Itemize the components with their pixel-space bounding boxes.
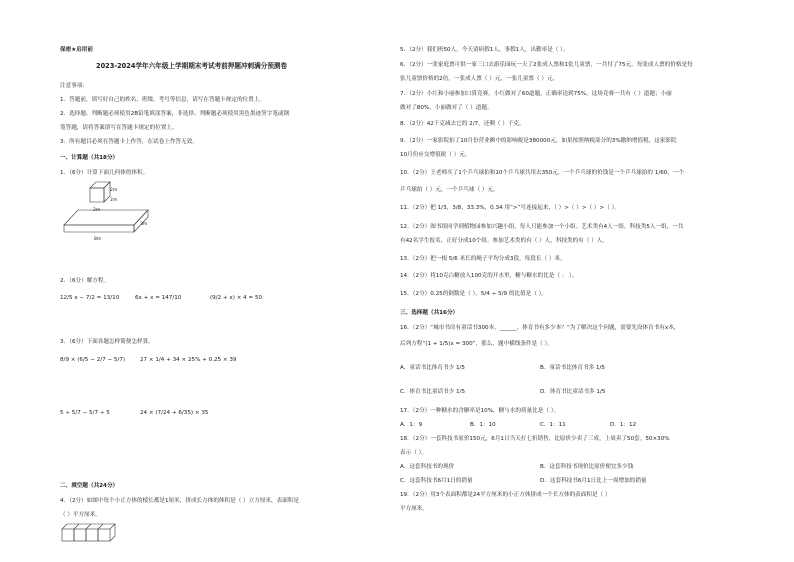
question-10-cont: 乒乓球拍（ ）元，一个乒乓球（ ）元。: [400, 187, 499, 193]
question-18-cont: 表示（ ）。: [400, 450, 427, 456]
dim-label: 2m: [110, 188, 118, 193]
cube-row-figure: [62, 524, 122, 544]
question-8: 8．（2分）42千克减去它的 2/7，还剩（ ）千克。: [400, 121, 525, 127]
expression: 8/9 × (6/5 − 2/7 − 5/7): [60, 357, 126, 363]
notice-item: 2．选择题、判断题必须使用2B铅笔填涂答案，非选择、判断题必须使用黑色墨迹签字笔或钢: [60, 111, 290, 117]
question-7: 7．（2分）小红和小丽参加口算竞赛，小红做对了60道题，正确率达到75%，这场竞赛一共有（ ）道题；小丽: [400, 91, 672, 97]
question-15: 15．（2分）0.25的倒数是（ ），5/4 ÷ 5/9 的比值是（ ）。: [400, 291, 548, 297]
option: C．体育书比童话书少 1/5: [400, 389, 466, 395]
option: B．1：10: [470, 422, 496, 428]
question-16: 16．（2分）“城市书房有童话书300本，______，体育书有多少本？”为了解决这个问题，需要先设体育书有x本，: [400, 325, 680, 331]
question-16-cont: 后列方程“(1 + 1/5)x = 300”，那么，题中横线条件是（ ）。: [400, 341, 553, 347]
dim-label: 3m: [140, 222, 148, 227]
dim-label: 2m: [110, 198, 118, 203]
option: D．这套科技书6月1日比上一周增加的销量: [540, 478, 647, 484]
option: C．1：11: [540, 422, 566, 428]
notice-item: 1．答题前，填写好自己的姓名、班级、考号等信息，请写在答题卡规定的位置上。: [60, 97, 265, 103]
question-14: 14．（2分）将10克白糖放入100克的开水里，糖与糖水的比是（ ： ）。: [400, 273, 578, 279]
question-9: 9．（2分）一家影院拍了10月份营业额中的影响税是380000元，如果按照纳税部分的3%缴纳增值税，这家影院: [400, 138, 677, 144]
question-11: 11．（2分）把 1/3，3/8，33.3%，0.34 用“>”号连接起来，（ ）>（ ）>（ ）>（ ）。: [400, 205, 620, 211]
question-6-cont: 张儿童票价格的2倍，一张成人票（ ）元，一张儿童票（ ）元。: [400, 76, 559, 82]
option: A．童话书比体育书少 1/5: [400, 365, 465, 371]
question-10: 10．（2分）王老师买了1个乒乓球拍和10个乒乓球共用去350元，一个乒乓球的价钱是一个乒乓球拍的 1/60，一个: [400, 170, 685, 176]
question-5: 5．（2分）我们班50人，今天请病假1人，事假1人，出勤率是（ ）。: [400, 47, 569, 53]
dim-label: 2m: [93, 208, 101, 213]
dim-label: 8m: [94, 237, 102, 242]
exam-title: 2023-2024学年六年级上学期期末考试考前押题冲刺满分预测卷: [96, 62, 288, 70]
equation: 6x + x = 147/10: [135, 295, 182, 301]
option: D．体育书比童话书多 1/5: [540, 389, 606, 395]
question-7-cont: 做对了80%，小丽做对了（ ）道题。: [400, 105, 493, 111]
section-heading: 三、选择题（共16分）: [400, 310, 459, 316]
notice-item: 3．所有题目必须在答题卡上作答，在试卷上作答无效。: [60, 139, 198, 145]
expression: 5 ÷ 5/7 − 5/7 ÷ 5: [60, 410, 110, 416]
expression: 27 × 1/4 + 34 × 25% + 0.25 × 39: [140, 357, 237, 363]
question-6: 6．（2分）一张家庭票可供一家三口去游乐园玩一天了2张成人票和1张儿童票，一共付了75元，每张成人票的价格是每: [400, 62, 693, 68]
option: B．童话书比体育书多 1/5: [540, 365, 605, 371]
question-1: 1．（6分）计算下面几何体的体积。: [60, 170, 149, 176]
equation: 12/5 x − 7/2 = 13/10: [60, 295, 120, 301]
question-19-cont: 平方厘米。: [400, 506, 428, 512]
section-heading: 一、计算题（共18分）: [60, 155, 119, 161]
notice-heading: 注意事项：: [60, 83, 88, 89]
question-4: 4．（2分）如图中每个小正方体的棱长都是1厘米，拼成长方体的体积是（ ）立方厘米，表面积是: [60, 498, 299, 504]
option: A．1：9: [400, 422, 423, 428]
question-2: 2．（6分）解方程。: [60, 278, 110, 284]
expression: 24 × (7/24 + 6/35) × 35: [140, 410, 209, 416]
option: A．这套科技书的现价: [400, 464, 455, 470]
option: C．这套科技书6月1日的销量: [400, 478, 473, 484]
question-12: 12．（2分）图书组同学到植物园参加兴趣小组，每人只能参加一个小组。艺术类有4人一组，科技类5人一组，一共: [400, 224, 684, 230]
option: B．这套科技书现价比原价便宜多少钱: [540, 464, 634, 470]
question-17: 17．（2分）一种糖水的含糖率是10%，糖与水的质量比是（ ）。: [400, 408, 560, 414]
question-12-cont: 有42名学生报名，正好分成10个组。参加艺术类的有（ ）人，科技类的有（ ）人。: [400, 238, 608, 244]
option: D．1：12: [610, 422, 637, 428]
question-9-cont: 10月份应交增值税（ ）元。: [400, 152, 471, 158]
question-18: 18．（2分）一套科技书原价150元，6月1日当天打七折销售，比原价少卖了三成，上周卖了50套。50×30%: [400, 436, 670, 442]
question-4-cont: （ ）平方厘米。: [60, 512, 101, 518]
secret-label: 保密★启用前: [60, 47, 93, 53]
question-19: 19．（2分）用3个表面积都是24平方厘米的小正方体拼成一个长方体的表面积是（ ）: [400, 492, 611, 498]
question-13: 13．（2分）把一根 5/6 米长的绳子平均分成3段，每段长（ ）米。: [400, 256, 566, 262]
question-3: 3．（6分）下面各题怎样简便怎样算。: [60, 339, 154, 345]
equation: (9/2 + x) × 4 = 50: [210, 295, 263, 301]
notice-item: 笔答题，请将答案填写在答题卡规定的位置上。: [60, 125, 178, 131]
section-heading: 二、填空题（共24分）: [60, 483, 119, 489]
